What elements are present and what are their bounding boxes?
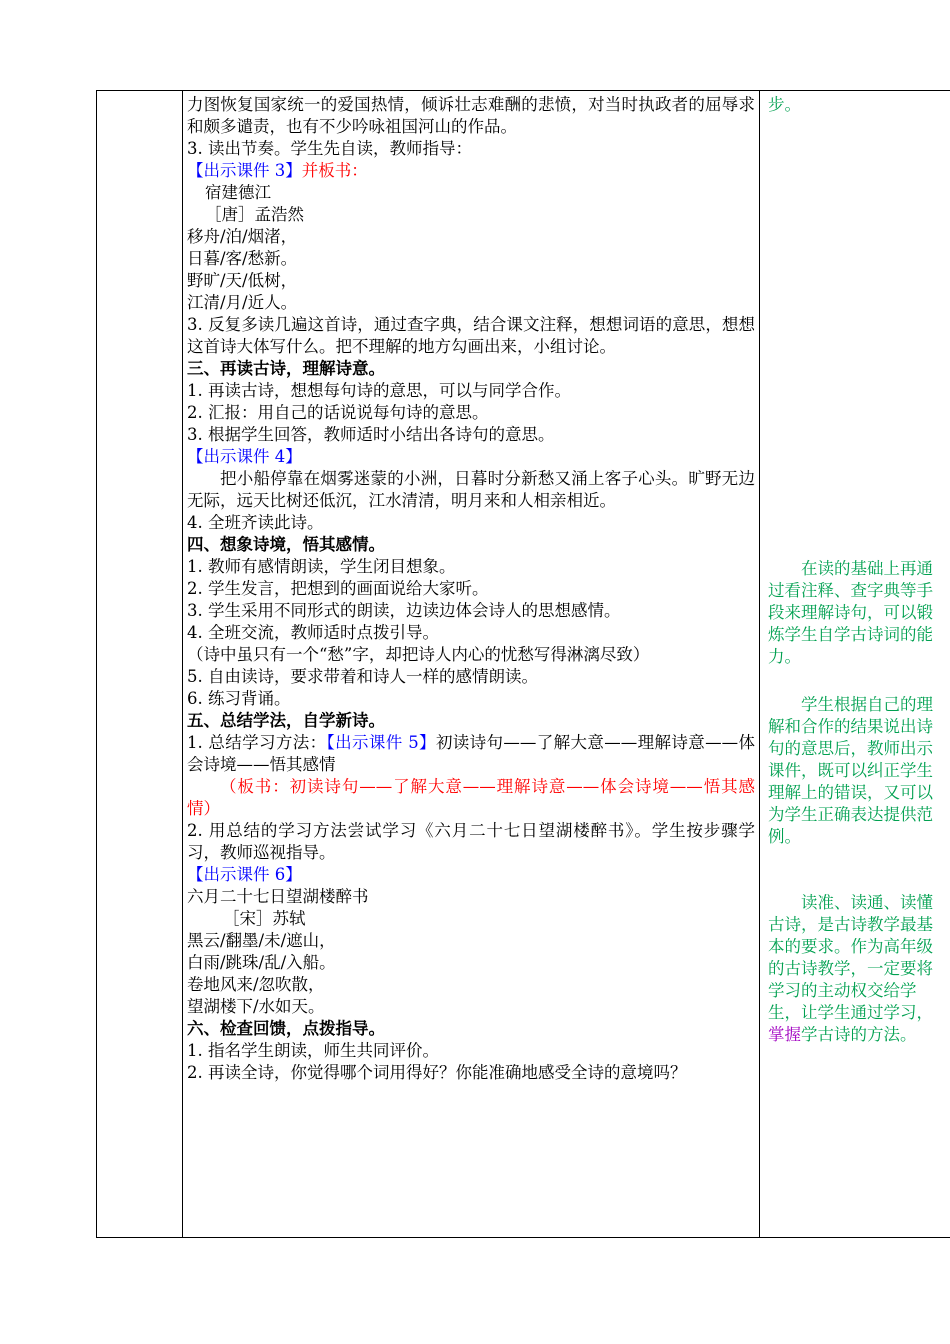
left-column bbox=[97, 91, 183, 1238]
poem2-title: 六月二十七日望湖楼醉书 bbox=[187, 887, 369, 906]
poem1-line: 江清/月/近人。 bbox=[187, 293, 298, 312]
section-heading-6: 六、检查回馈，点拨指导。 bbox=[187, 1019, 385, 1038]
note-continuation: 步。 bbox=[768, 95, 801, 114]
poem2-line: 白雨/跳珠/乱/入船。 bbox=[187, 953, 336, 972]
step-item: 2. 学生发言，把想到的画面说给大家听。 bbox=[187, 579, 489, 598]
step-item: 3. 学生采用不同形式的朗读，边读边体会诗人的思想感情。 bbox=[187, 601, 621, 620]
rhythm-step: 3. 读出节奏。学生先自读，教师指导： bbox=[187, 139, 472, 158]
poem2-line: 望湖楼下/水如天。 bbox=[187, 997, 325, 1016]
poem1-line: 移舟/泊/烟渚， bbox=[187, 227, 298, 246]
lesson-plan-table bbox=[96, 90, 950, 1238]
poem2-line: 黑云/翻墨/未/遮山， bbox=[187, 931, 336, 950]
courseware-6-label: 【出示课件 6】 bbox=[187, 865, 302, 884]
courseware-3-label: 【出示课件 3】 bbox=[187, 161, 302, 180]
poem2-line: 卷地风来/忽吹散， bbox=[187, 975, 325, 994]
poem1-author: ［唐］孟浩然 bbox=[205, 205, 304, 224]
method-summary-steps: 初读诗句——了解大意——理解诗意——体会诗境——悟其感情 bbox=[187, 733, 756, 774]
step-item: 2. 再读全诗，你觉得哪个词用得好？你能准确地感受全诗的意境吗？ bbox=[187, 1063, 687, 1082]
step-item: 2. 用总结的学习方法尝试学习《六月二十七日望湖楼醉书》。学生按步骤学习，教师巡视指导。 bbox=[187, 821, 755, 862]
step-item: 5. 自由读诗，要求带着和诗人一样的感情朗读。 bbox=[187, 667, 538, 686]
section-heading-4: 四、想象诗境，悟其感情。 bbox=[187, 535, 385, 554]
reread-step: 3. 反复多读几遍这首诗，通过查字典，结合课文注释，想想词语的意思，想想这首诗大体写什么。把不理解的地方勾画出来，小组讨论。 bbox=[187, 315, 755, 356]
section-heading-5: 五、总结学法，自学新诗。 bbox=[187, 711, 385, 730]
design-note-3-end: 学古诗的方法。 bbox=[801, 1025, 917, 1044]
design-note-3 bbox=[768, 892, 947, 1046]
courseware-4-label: 【出示课件 4】 bbox=[187, 447, 302, 466]
design-notes-column bbox=[760, 91, 950, 1238]
intro-paragraph: 力图恢复国家统一的爱国热情，倾诉壮志难酬的悲愤，对当时执政者的屈辱求和颇多谴责，也有不少吟咏祖国河山的作品。 bbox=[187, 95, 755, 136]
spacer bbox=[768, 668, 947, 694]
spacer bbox=[768, 116, 947, 558]
method-summary bbox=[187, 732, 755, 776]
board-summary: （板书：初读诗句——了解大意——理解诗意——体会诗境——悟其感情） bbox=[187, 777, 755, 818]
courseware-3-line bbox=[187, 160, 755, 182]
poem1-line: 日暮/客/愁新。 bbox=[187, 249, 298, 268]
courseware-5-label: 【出示课件 5】 bbox=[326, 733, 436, 752]
step-item: 6. 练习背诵。 bbox=[187, 689, 291, 708]
step-item: 2. 汇报：用自己的话说说每句诗的意思。 bbox=[187, 403, 489, 422]
board-label: 并板书： bbox=[301, 161, 368, 180]
poem1-translation: 把小船停靠在烟雾迷蒙的小洲，日暮时分新愁又涌上客子心头。旷野无边无际，远天比树还低沉，江水清清，明月来和人相亲相近。 bbox=[187, 469, 755, 510]
teaching-process-column bbox=[183, 91, 760, 1238]
step-item: 1. 教师有感情朗读，学生闭目想象。 bbox=[187, 557, 456, 576]
design-note-1: 在读的基础上再通过看注释、查字典等手段来理解诗句，可以锻炼学生自学古诗词的能力。 bbox=[768, 559, 933, 666]
poem1-title: 宿建德江 bbox=[205, 183, 271, 202]
step-item: 3. 根据学生回答，教师适时小结出各诗句的意思。 bbox=[187, 425, 555, 444]
poem2-author: ［宋］苏轼 bbox=[223, 909, 306, 928]
step-item: 1. 再读古诗，想想每句诗的意思，可以与同学合作。 bbox=[187, 381, 571, 400]
step-note: （诗中虽只有一个“愁”字，却把诗人内心的忧愁写得淋漓尽致） bbox=[187, 645, 650, 664]
step-item: 4. 全班齐读此诗。 bbox=[187, 513, 324, 532]
poem1-line: 野旷/天/低树， bbox=[187, 271, 298, 290]
design-note-3-highlight: 掌握 bbox=[768, 1025, 801, 1044]
design-note-3-text: 读准、读通、读懂古诗，是古诗教学最基本的要求。作为高年级的古诗教学，一定要将学习的主动权交给学生，让学生通过学习， bbox=[768, 893, 933, 1022]
step-item: 1. 指名学生朗读，师生共同评价。 bbox=[187, 1041, 439, 1060]
method-summary-label: 1. 总结学习方法： bbox=[187, 733, 327, 752]
design-note-2: 学生根据自己的理解和合作的结果说出诗句的意思后，教师出示课件，既可以纠正学生理解上的错误，又可以为学生正确表达提供范例。 bbox=[768, 695, 933, 846]
spacer bbox=[768, 848, 947, 892]
step-item: 4. 全班交流，教师适时点拨引导。 bbox=[187, 623, 439, 642]
section-heading-3: 三、再读古诗，理解诗意。 bbox=[187, 359, 385, 378]
